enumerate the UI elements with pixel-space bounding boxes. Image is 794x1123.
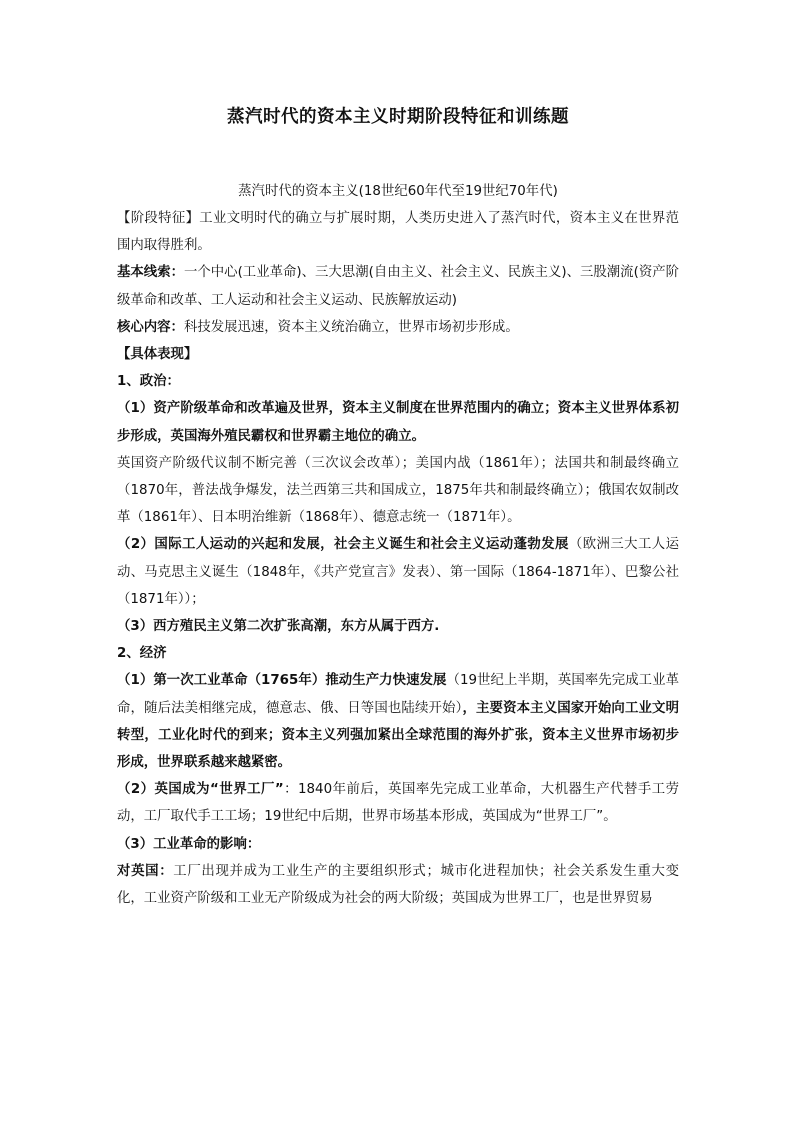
economy-item-1-bold-a: （1）第一次工业革命（1765年）推动生产力快速发展 (117, 673, 447, 689)
document-content (117, 102, 679, 912)
politics-item-2-text: （欧洲三大工人运动、马克思主义诞生（1848年，《共产党宣言》发表）、第一国际（1864-1871年）、巴黎公社（1871年））； (117, 537, 679, 607)
economy-item-1-bold-b: ，主要资本主义国家开始向工业文明转型，工业化时代的到来；资本主义列强加紧出全球范围的海外扩张，资本主义世界市场初步形成，世界联系越来越紧密。 (117, 700, 679, 771)
politics-heading: 1、政治： (117, 374, 180, 390)
stage-feature-label: 【阶段特征】 (117, 211, 200, 226)
economy-heading: 2、经济 (117, 646, 167, 662)
economy-item-3: （3）工业革命的影响： (117, 836, 261, 852)
politics-item-1: （1）资产阶级革命和改革遍及世界，资本主义制度在世界范围内的确立；资本主义世界体系初步形成，英国海外殖民霸权和世界霸主地位的确立。 (117, 401, 679, 444)
impact-england-text: 工厂出现并成为工业生产的主要组织形式；城市化进程加快；社会关系发生重大变化，工业资产阶级和工业无产阶级成为社会的两大阶级；英国成为世界工厂，也是世界贸易 (117, 863, 680, 907)
politics-item-2-bold: （2）国际工人运动的兴起和发展，社会主义诞生和社会主义运动蓬勃发展 (117, 537, 569, 553)
economy-item-1-text: （19世纪上半期，英国率先完成工业革命，随后法美相继完成，德意志、俄、日等国也陆续开始） (117, 673, 679, 716)
economy-item-2-text: ：1840年前后，英国率先完成工业革命，大机器生产代替手工劳动，工厂取代手工工场；19世纪中后期，世界市场基本形成，英国成为“世界工厂”。 (117, 782, 679, 825)
politics-item-1-detail: 英国资产阶级代议制不断完善（三次议会改革）；美国内战（1861年）；法国共和制最终确立（1870年，普法战争爆发，法兰西第三共和国成立，1875年共和制最终确立）；俄国农奴制改革（1861年）、日本明治维新（1868年）、德意志统一（1871年）。 (117, 455, 679, 526)
politics-item-2 (117, 531, 679, 613)
economy-item-2 (117, 776, 679, 830)
document-title: 蒸汽时代的资本主义时期阶段特征和训练题 (227, 107, 569, 127)
impact-england-label: 对英国： (117, 863, 174, 879)
economy-impact-england (117, 858, 679, 912)
document-subtitle: 蒸汽时代的资本主义(18世纪60年代至19世纪70年代) (238, 184, 558, 199)
basic-clue-paragraph (117, 259, 679, 313)
economy-item-2-bold: （2）英国成为“世界工厂” (117, 782, 284, 798)
basic-clue-text: 一个中心(工业革命)、三大思潮(自由主义、社会主义、民族主义)、三股潮流(资产阶级革命和改革、工人运动和社会主义运动、民族解放运动) (117, 265, 679, 308)
stage-feature-text: 工业文明时代的确立与扩展时期，人类历史进入了蒸汽时代，资本主义在世界范围内取得胜利。 (117, 211, 680, 254)
specific-heading: 【具体表现】 (117, 347, 198, 363)
basic-clue-label: 基本线索： (117, 265, 184, 281)
stage-feature-paragraph (117, 205, 679, 259)
core-content-text: 科技发展迅速，资本主义统治确立，世界市场初步形成。 (183, 319, 519, 335)
politics-item-3: （3）西方殖民主义第二次扩张高潮，东方从属于西方. (117, 619, 440, 635)
economy-item-1 (117, 667, 679, 776)
core-content-paragraph (117, 314, 679, 341)
core-content-label: 核心内容： (117, 319, 184, 335)
